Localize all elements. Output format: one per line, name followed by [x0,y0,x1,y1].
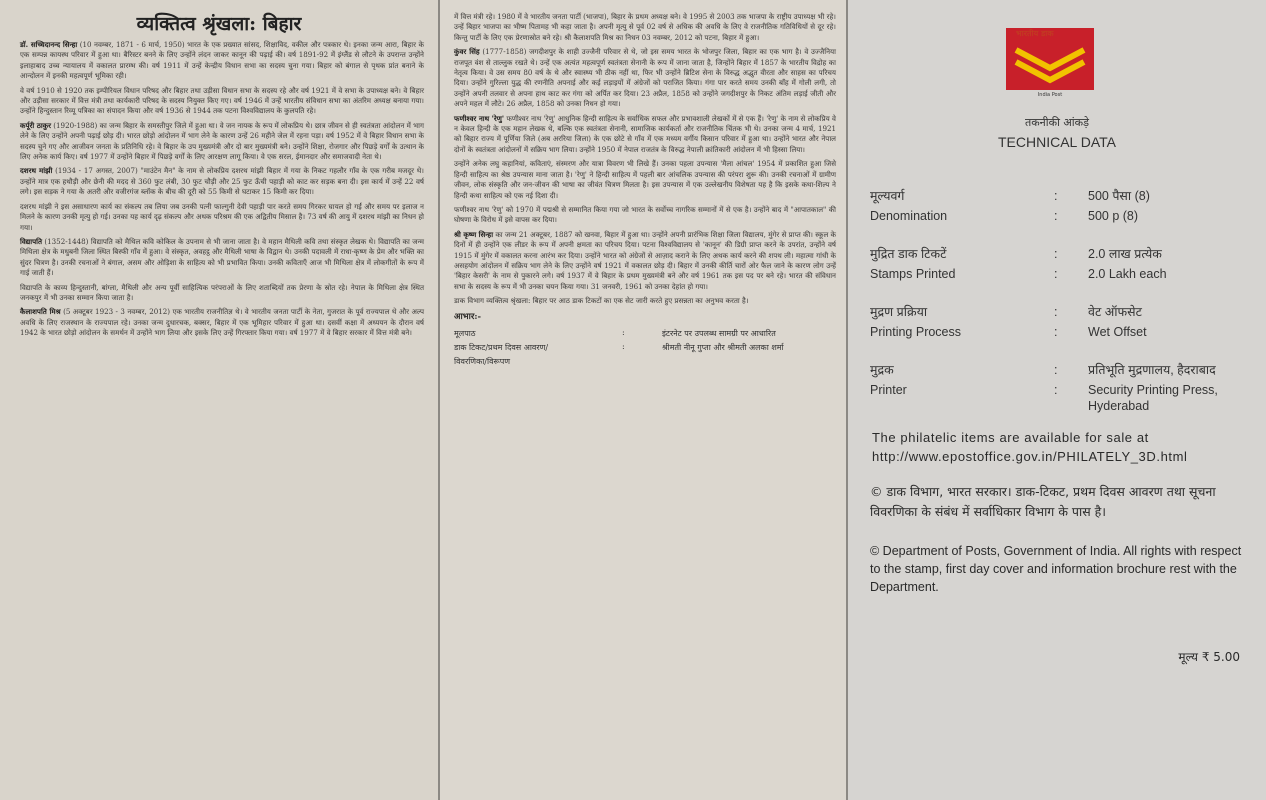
bio-text: (1777-1858) जगदीशपुर के शाही उज्जैनी परिवार से थे, जो इस समय भारत के भोजपुर जिला, बिहार का एक भाग है। वे उज्जैनिया राजपूत वंश से ताल्लुक रखते थे। उन्हें एक अत्यंत महत्वपूर्ण स्वतंत्रता सेनानी के रूप में जाना जाता है, जिन्होंने बिहार में 1857 के भारतीय विद्रोह का नेतृत्व किया। वे उस समय 80 वर्ष के थे और स्वास्थ्य भी ठीक नहीं था, फिर भी उन्होंने ब्रिटिश सेना के विरुद्ध अद्भुत वीरता और साहस का परिचय दिया। उन्होंने गुरिल्ला युद्ध की रणनीति अपनाई और कई लड़ाइयों में अंग्रेजों को पराजित किया। गंगा पार करते समय उनकी बाँह में गोली लगी, तो उन्होंने अपनी तलवार से अपना हाथ काट कर गंगा को अर्पित कर दिया। 23 अप्रैल, 1858 को उन्होंने जगदीशपुर के निकट अंतिम लड़ाई जीती और अपने महल में लौटे। 26 अप्रैल, 1858 को उनका निधन हो गया। [454,47,836,109]
tech-row-hi [870,302,1250,322]
bio-text: फणीश्वर नाथ 'रेणु' को 1970 में पद्मश्री से सम्मानित किया गया जो भारत के सर्वोच्च नागरिक सम्मानों में से एक है। उन्होंने बाद में "आपातकाल" की घोषणा के विरोध में इसे वापस कर दिया। [454,204,836,225]
bio-text: (1352-1448) विद्यापति को मैथिल कवि कोकिल के उपनाम से भी जाना जाता है। वे महान मैथिली कवि तथा संस्कृत लेखक थे। विद्यापति का जन्म मिथिला क्षेत्र के मधुबनी जिला स्थित बिस्फी गाँव में हुआ। वे संस्कृत, अवहट्ठ और मैथिली भाषा के विद्वान थे। उनकी पदावली में राधा-कृष्ण के प्रेम और भक्ति का सुंदर चित्रण है। उनकी रचनाओं ने बंगाल, असम और ओड़िशा के साहित्य को भी प्रभावित किया। उनकी कविताएँ आज भी मिथिला क्षेत्र में लोकगीतों के रूप में गाई जाती हैं। [20,236,424,278]
credit-value [662,356,836,367]
tech-separator: : [1054,363,1058,377]
bio-paragraph [454,296,836,306]
bio-text: (1920-1988) का जन्म बिहार के समस्तीपुर जिले में हुआ था। वे जन नायक के रूप में लोकप्रिय थे। छात्र जीवन से ही स्वतंत्रता आंदोलन में भाग लेने के लिए उन्होंने अपनी पढ़ाई छोड़ दी। भारत छोड़ो आंदोलन में भाग लेने के कारण उन्हें 26 महीने जेल में रहना पड़ा। वर्ष 1952 में वे बिहार विधान सभा के सदस्य चुने गए और आजीवन जनता के प्रतिनिधि रहे। वे बिहार के उप मुख्यमंत्री और दो बार मुख्यमंत्री बने। उन्होंने शिक्षा, रोजगार और पिछड़े वर्गों के उत्थान के लिए अनेक कार्य किए। वर्ष 1977 में उन्होंने बिहार में पिछड़े वर्गों के लिए आरक्षण लागू किया। वे एक सरल, ईमानदार और समाजवादी नेता थे। [20,120,424,162]
bio-name: कुंवर सिंह [454,47,480,57]
tech-value-hi: वेट ऑफसेट [1088,305,1142,319]
bio-text: (10 नवम्बर, 1871 - 6 मार्च, 1950) भारत के एक प्रख्यात सांसद, शिक्षाविद, वकील और पत्रकार थे। इनका जन्म आरा, बिहार के एक सम्पन्न कायस्थ परिवार में हुआ था। बैरिस्टर बनने के लिए उन्होंने लंदन जाकर कानून की पढ़ाई की। वर्ष 1891-92 में इंग्लैंड से लौटने के उपरान्त उन्होंने इलाहाबाद उच्च न्यायालय में वकालत प्रारम्भ की। वर्ष 1911 में उन्हें केन्द्रीय विधान सभा का सदस्य चुना गया। बिहार को बंगाल से पृथक प्रांत बनाने के आन्दोलन में इनकी महत्वपूर्ण भूमिका रही। [20,40,424,81]
credit-separator [622,356,662,367]
tech-value-hi: प्रतिभूति मुद्रणालय, हैदराबाद [1088,363,1216,377]
copyright-en: © Department of Posts, Government of India. All rights with respect to the stamp, first day cover and information brochure rest with the Department. [870,544,1242,594]
logo-caption-hi: भारतीय डाक [1016,29,1054,38]
bio-paragraph [20,121,424,163]
bio-text: में वित्त मंत्री रहे। 1980 में वे भारतीय जनता पार्टी (भाजपा), बिहार के प्रथम अध्यक्ष बने। वे 1995 से 2003 तक भाजपा के राष्ट्रीय उपाध्यक्ष भी रहे। उन्हें बिहार भाजपा का भीष्म पितामह भी कहा जाता है। अपनी मृत्यु से पूर्व 02 वर्ष से अधिक की अवधि के लिए वे राजनीतिक गतिविधियों से दूर रहे। किन्तु पार्टी के लिए एक प्रेरणास्रोत बने रहे। श्री कैलाशपति मिश्र का निधन 03 नवम्बर, 2012 को पटना, बिहार में हुआ। [454,12,836,42]
tech-row-en [870,322,1250,342]
credit-label: मूलपाठ [454,328,476,338]
bio-name: फणीश्वर नाथ 'रेणु' [454,113,505,123]
bio-paragraph [20,40,424,82]
bio-paragraph [20,307,424,338]
bio-paragraph [454,230,836,292]
tech-label-hi: मूल्यवर्ग [870,189,905,203]
bio-paragraph [454,159,836,201]
tech-label-hi: मुद्रित डाक टिकटें [870,247,947,261]
tech-separator: : [1054,189,1058,203]
acknowledgement-heading: आभार:- [454,311,482,322]
tech-value-hi: 2.0 लाख प्रत्येक [1088,247,1162,261]
copyright-hi: © डाक विभाग, भारत सरकार। डाक-टिकट, प्रथम दिवस आवरण तथा सूचना विवरणिका के संबंध में सर्वाधिकार विभाग के पास है। [870,484,1216,519]
tech-separator: : [1054,325,1058,339]
bio-paragraph [20,202,424,233]
tech-value-en: 500 p (8) [1088,209,1139,223]
bio-text: विद्यापति के काव्य हिन्दुस्तानी, बांग्ला, मैथिली और अन्य पूर्वी साहित्यिक परंपराओं के लिए शताब्दियों तक प्रेरणा के स्रोत रहे। नेपाल के मिथिला क्षेत्र स्थित जनकपुर में भी उनका सम्मान किया जाता है। [20,282,424,302]
credit-value: इंटरनेट पर उपलब्ध सामग्री पर आधारित [662,328,776,338]
credits-table [454,328,836,367]
middle-paragraphs [454,12,836,307]
credit-row [454,342,836,353]
technical-data-table [870,186,1250,432]
bio-text: (5 अक्टूबर 1923 - 3 नवम्बर, 2012) एक भारतीय राजनीतिज्ञ थे। वे भारतीय जनता पार्टी के नेता, गुजरात के पूर्व राज्यपाल थे और अल्प अवधि के लिए राजस्थान के राज्यपाल रहे। उनका जन्म दुधारचक, बक्सर, बिहार में एक भूमिहार परिवार में हुआ था। दसवीं कक्षा में अध्ययन के दौरान वर्ष 1942 के भारत छोड़ो आंदोलन के समर्थन में उन्होंने भाग लिया और इसके लिए उन्हें गिरफ्तार किया गया। वर्ष 1977 में वे बिहार सरकार में वित्त मंत्री बने। [20,307,424,338]
tech-row-group [870,186,1250,226]
tech-separator: : [1054,305,1058,319]
technical-data-heading: TECHNICAL DATA [998,134,1116,150]
tech-row-hi [870,186,1250,206]
technical-data-heading-hi: तकनीकी आंकड़े [1024,116,1090,129]
credit-row [454,356,836,367]
tech-row-group [870,360,1250,414]
credit-label: डाक टिकट/प्रथम दिवस आवरण/ [454,342,549,352]
tech-label-en: Printing Process [870,325,962,339]
tech-row-en [870,206,1250,226]
tech-value-en: Wet Offset [1088,325,1147,339]
bio-paragraph [454,205,836,226]
bio-name: श्री कृष्ण सिन्हा [454,229,494,239]
left-text-column [20,40,424,343]
tech-row-en [870,380,1250,414]
bio-text: का जन्म 21 अक्टूबर, 1887 को खनवा, बिहार में हुआ था। उन्होंने अपनी प्रारंभिक शिक्षा जिला विद्यालय, मुंगेर से प्राप्त की। स्कूल के दिनों में ही उन्होंने एक लीडर के रूप में अपनी क्षमता का परिचय दिया। पटना विश्वविद्यालय से 'कानून' की डिग्री प्राप्त करने के उपरांत, उन्होंने वर्ष 1915 में मुंगेर में वकालत करना आरंभ कर दिया। उन्होंने भारत को अंग्रेजों से आज़ाद कराने के लिए अथक कार्य करने की शपथ ली। महात्मा गांधी के असहयोग आंदोलन में सक्रिय भाग लेने के लिए उन्होंने वर्ष 1921 में वकालत छोड़ दी। बिहार में उनकी कीर्ति चारों ओर फैल जाने के कारण लोग उन्हें 'बिहार केसरी' के नाम से पुकारने लगे। वर्ष 1937 में वे बिहार के प्रथम मुख्यमंत्री बने और वर्ष 1961 तक इस पद पर बने रहे। भारत की संविधान सभा के सदस्य के रूप में भी उनका चयन किया गया। 31 जनवरी, 1961 को उनका देहांत हो गया। [454,229,836,291]
credit-value: श्रीमती नीनू गुप्ता और श्रीमती अलका शर्मा [662,342,784,352]
credit-separator: : [622,327,625,337]
bio-text: उन्होंने अनेक लघु कहानियां, कविताएं, संस्मरण और यात्रा विवरण भी लिखे हैं। उनका पहला उपन्यास 'मैला आंचल' 1954 में प्रकाशित हुआ जिसे हिन्दी साहित्य का श्रेष्ठ उपन्यास माना जाता है। 'रेणु' ने हिन्दी साहित्य में पहली बार आंचलिक उपन्यास की परंपरा शुरू की। उनकी रचनाओं में ग्रामीण जीवन, लोक संस्कृति और जन-जीवन की भाषा का जीवंत चित्रण मिलता है। इस उपन्यास में एक उल्लेखनीय विशेषता यह है कि इसके कथा-शिल्प ने हिन्दी कथा साहित्य को एक नई दिशा दी। [454,159,836,200]
tech-label-hi: मुद्रण प्रक्रिया [870,305,928,319]
middle-text-column [454,12,836,370]
tech-row-hi [870,244,1250,264]
bio-name: विद्यापति [20,236,42,246]
credit-separator: : [622,341,625,351]
bio-paragraph [454,12,836,43]
bio-text: वे वर्ष 1910 से 1920 तक इम्पीरियल विधान परिषद और बिहार तथा उड़ीसा विधान सभा के सदस्य रहे और वर्ष 1921 में वे सभा के उपाध्यक्ष बने। वे बिहार और उड़ीसा सरकार में वित्त मंत्री तथा कार्यकारी परिषद के सदस्य नियुक्त किए गए। वर्ष 1946 में उन्हें भारतीय संविधान सभा का अंतरिम अध्यक्ष बनाया गया। उन्होंने हिन्दुस्तान रिव्यू पत्रिका का संपादन किया और वर्ष 1936 से 1944 तक पटना विश्वविद्यालय के कुलपति रहे। [20,85,424,116]
bio-paragraph [20,166,424,197]
bio-text: दशरथ मांझी ने इस असाधारण कार्य का संकल्प तब लिया जब उनकी पत्नी फाल्गुनी देवी पहाड़ी पार करते समय गिरकर घायल हो गईं और समय पर इलाज न मिलने के कारण उनकी मृत्यु हो गई। उनका यह कार्य दृढ़ संकल्प और अथक परिश्रम की एक अद्वितीय मिसाल है। 73 वर्ष की आयु में दशरथ मांझी का निधन हो गया। [20,201,424,232]
bio-paragraph [20,86,424,117]
bio-name: दशरथ मांझी [20,166,53,176]
bio-text: (1934 - 17 अगस्त, 2007) "माउंटेन मैन" के नाम से लोकप्रिय दशरथ मांझी बिहार में गया के निकट गहलौर गाँव के एक गरीब मजदूर थे। उन्होंने मात्र एक हथौड़ी और छेनी की मदद से 360 फुट लंबी, 30 फुट चौड़ी और 25 फुट ऊँची पहाड़ी को काट कर सड़क बना दी। इस कार्य में उन्हें 22 वर्ष लगे। इस सड़क ने गया के अतरी और वजीरगंज ब्लॉक के बीच की दूरी को 55 किमी से घटाकर 15 किमी कर दिया। [20,166,424,197]
tech-label-en: Stamps Printed [870,267,956,281]
credit-label: विवरणिका/विरूपण [454,356,511,366]
bio-paragraph [20,237,424,279]
tech-label-hi: मुद्रक [870,363,894,377]
right-panel [848,0,1266,800]
bio-text: फणीश्वर नाथ 'रेणु' आधुनिक हिन्दी साहित्य के सर्वाधिक सफल और प्रभावशाली लेखकों में से एक हैं। 'रेणु' के नाम से लोकप्रिय वे न केवल हिन्दी के एक महान लेखक थे, बल्कि एक स्वतंत्रता सेनानी, सामाजिक कार्यकर्ता और राजनीतिक चिंतक भी थे। उनका जन्म 4 मार्च, 1921 को बिहार राज्य में पूर्णिया जिले (अब अररिया जिला) के एक छोटे से गाँव में एक मध्यम वर्गीय किसान परिवार में हुआ था। उन्होंने भारत और नेपाल दोनों के स्वतंत्रता आंदोलनों में सक्रिय भाग लिया। उन्होंने 1950 में नेपाल राजतंत्र के विरुद्ध नेपाली क्रांतिकारी आंदोलन में भी हिस्सा लिया। [454,113,836,154]
logo-caption-en: India Post [1037,92,1063,98]
tech-value-en: 2.0 Lakh each [1088,267,1167,281]
bio-paragraph [20,283,424,304]
availability-note: The philatelic items are available for sale at http://www.epostoffice.gov.in/PHILATELY_3D.html [872,430,1188,464]
left-panel [0,0,438,800]
tech-separator: : [1054,267,1058,281]
bio-text: डाक विभाग व्यक्तित्व श्रृंखला: बिहार पर आठ डाक टिकटों का एक सेट जारी करते हुए प्रसन्नता का अनुभव करता है। [454,296,749,306]
middle-panel [440,0,846,800]
tech-row-group [870,244,1250,284]
tech-separator: : [1054,209,1058,223]
bio-name: कर्पूरी ठाकुर [20,120,52,130]
tech-label-en: Printer [870,383,907,397]
tech-value-hi: 500 पैसा (8) [1088,189,1150,203]
brochure-title: व्यक्तित्व श्रृंखला: बिहार [136,13,302,35]
bio-paragraph [454,114,836,156]
bio-name: कैलाशपति मिश्र [20,307,61,317]
tech-row-en [870,264,1250,284]
bio-paragraph [454,47,836,109]
tech-row-group [870,302,1250,342]
tech-separator: : [1054,247,1058,261]
tech-row-hi [870,360,1250,380]
tech-value-en: Security Printing Press, Hyderabad [1088,383,1218,413]
tech-label-en: Denomination [870,209,948,223]
credit-row [454,328,836,339]
bio-name: डॉ. सच्चिदानन्द सिन्हा [20,40,78,49]
tech-separator: : [1054,383,1058,397]
price-label: मूल्य ₹ 5.00 [1178,650,1240,664]
